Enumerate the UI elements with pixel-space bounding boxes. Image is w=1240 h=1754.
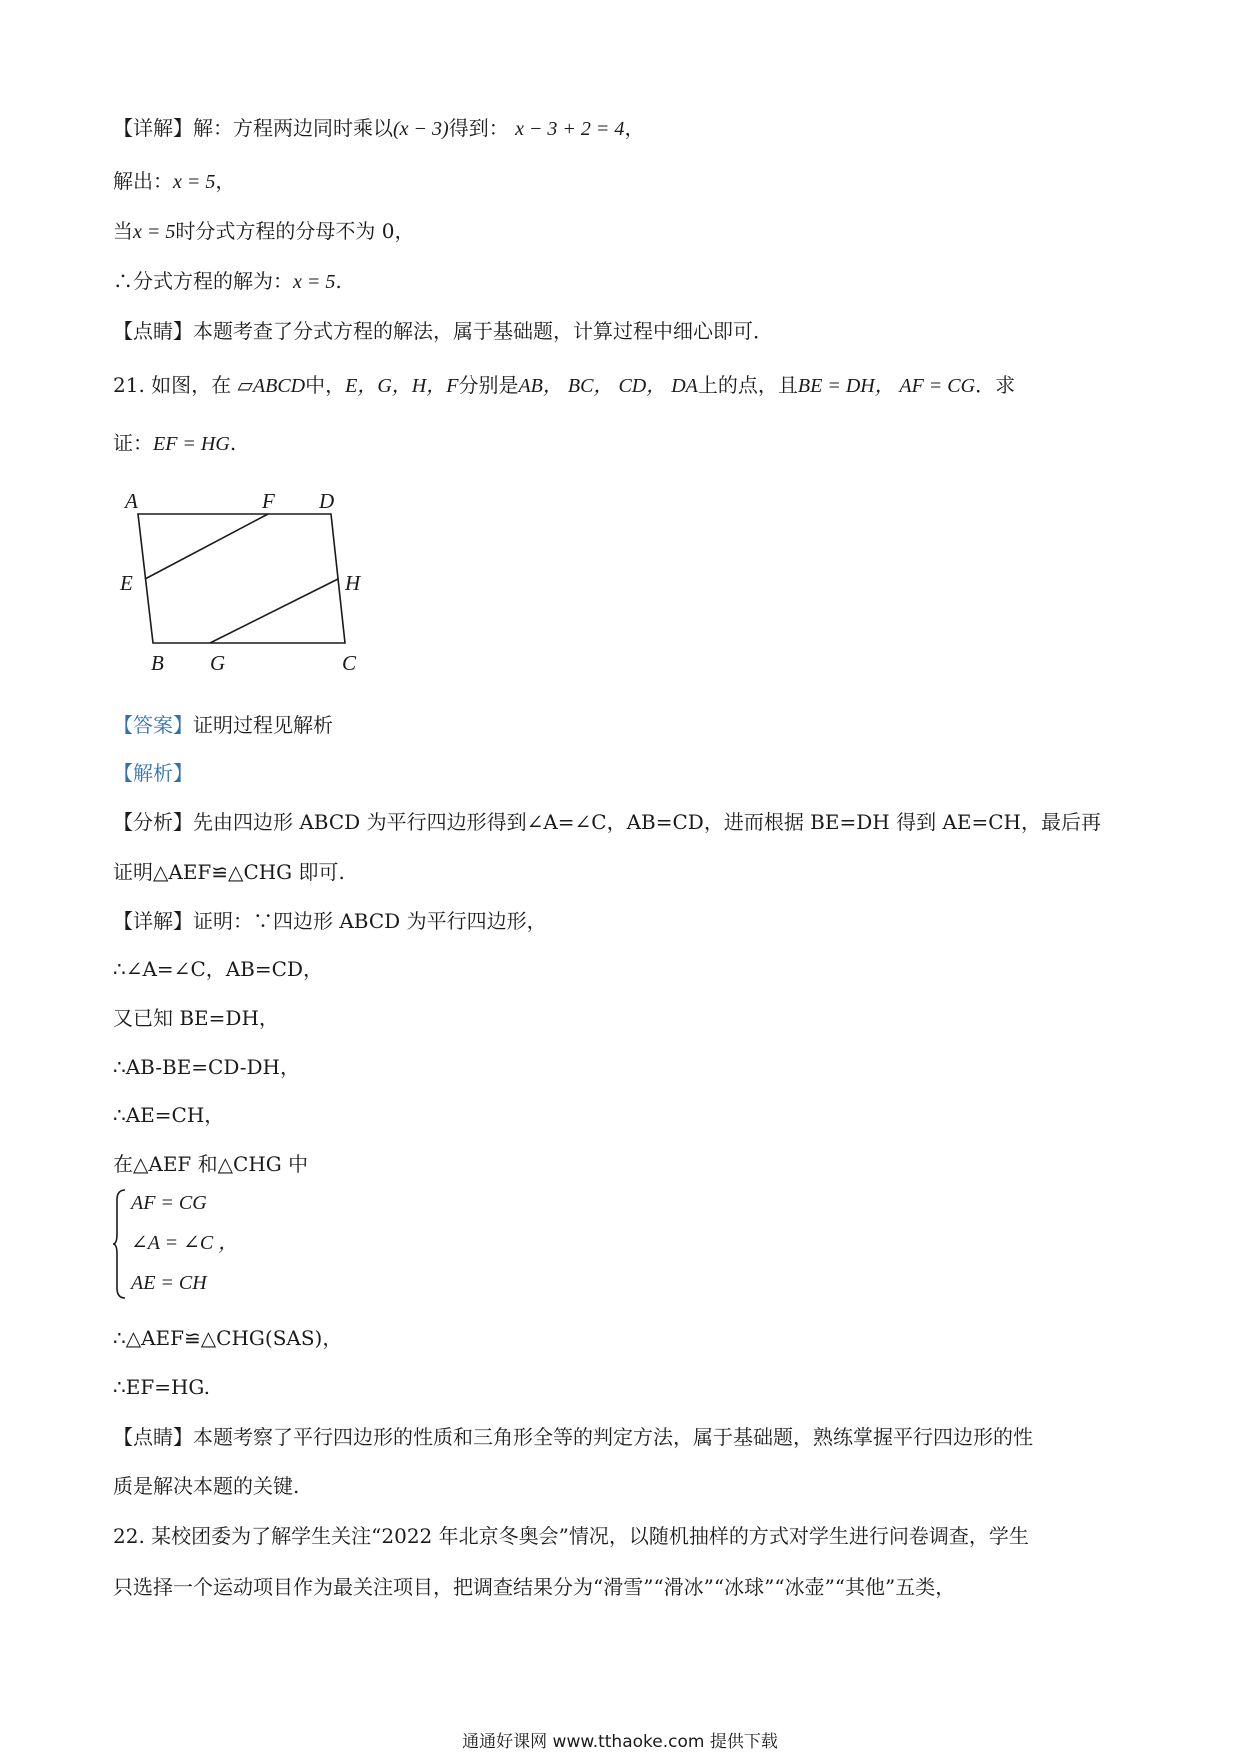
segment-ef: [145, 514, 268, 579]
question-22-line-1: 22. 某校团委为了解学生关注“2022 年北京冬奥会”情况，以随机抽样的方式对学生进行问卷调查，学生: [113, 1524, 1029, 1548]
proof-line-4: ∴AB-BE=CD-DH，: [113, 1055, 300, 1079]
label-h: H: [345, 571, 361, 595]
proof-line-5: ∴AE=CH，: [113, 1103, 225, 1127]
math-expression: x = 5: [173, 171, 216, 193]
proof-line-3: 又已知 BE=DH，: [113, 1006, 279, 1030]
proof-line-6: 在△AEF 和△CHG 中: [113, 1152, 309, 1176]
parallelogram-figure: [113, 478, 373, 678]
text-segment: 上的点，且: [697, 373, 798, 397]
proof-line-8: ∴EF=HG.: [113, 1375, 211, 1399]
parallelogram-abcd: [138, 514, 345, 643]
solution-line-2: [113, 166, 235, 197]
question-22-line-2: 只选择一个运动项目作为最关注项目，把调查结果分为“滑雪”“滑冰”“冰球”“冰壶”“其他”五类，: [113, 1575, 956, 1599]
text-segment: 时分式方程的分母不为 0，: [175, 219, 415, 243]
condition-3: AE = CH: [131, 1272, 207, 1294]
analysis-tag: 【解析】: [113, 761, 193, 785]
text-segment: 分别是: [458, 373, 519, 397]
label-a: A: [125, 489, 138, 513]
label-g: G: [210, 651, 226, 675]
math-expression: x = 5: [293, 271, 336, 293]
math-expression: x − 3 + 2 = 4: [515, 118, 625, 140]
segment-gh: [210, 579, 338, 643]
comment-line-2b: 质是解决本题的关键.: [113, 1474, 300, 1498]
answer-text: 证明过程见解析: [193, 713, 333, 737]
text-segment: ，: [624, 116, 645, 140]
analysis-line-1: 【分析】先由四边形 ABCD 为平行四边形得到∠A=∠C，AB=CD，进而根据 BE=DH 得到 AE=CH，最后再: [113, 810, 1101, 834]
condition-2: ∠A = ∠C ，: [131, 1232, 239, 1254]
label-f: F: [262, 489, 275, 513]
proof-line-1: 【详解】证明：∵四边形 ABCD 为平行四边形，: [113, 909, 547, 933]
math-expression: BE = DH， AF = CG: [797, 375, 976, 397]
proof-line-7: ∴△AEF≌△CHG(SAS)，: [113, 1326, 343, 1350]
answer-line: [113, 710, 333, 740]
congruence-conditions: [113, 1188, 373, 1308]
comment-line-2a: 【点睛】本题考察了平行四边形的性质和三角形全等的判定方法，属于基础题，熟练掌握平行四边形的性: [113, 1425, 1033, 1449]
solution-line-3: [113, 216, 414, 247]
math-expression: AB， BC， CD， DA: [518, 375, 698, 397]
text-segment: .: [335, 269, 342, 293]
text-segment: ∴分式方程的解为：: [113, 269, 293, 293]
page-footer: 通通好课网 www.tthaoke.com 提供下载: [462, 1732, 778, 1752]
solution-line-1: [113, 113, 644, 144]
text-segment: ，: [215, 169, 236, 193]
comment-line: 【点睛】本题考查了分式方程的解法，属于基础题，计算过程中细心即可．: [113, 319, 773, 343]
label-b: B: [151, 651, 164, 675]
text-segment: 21. 如图，在: [113, 373, 232, 397]
label-c: C: [342, 651, 357, 675]
left-brace-icon: [113, 1188, 127, 1300]
analysis-line-2: 证明△AEF≌△CHG 即可.: [113, 860, 345, 884]
answer-tag: 【答案】: [113, 713, 193, 737]
math-expression: (x − 3): [393, 118, 449, 140]
math-expression: EF = HG: [153, 433, 230, 455]
label-d: D: [319, 489, 335, 513]
proof-line-2: ∴∠A=∠C，AB=CD，: [113, 957, 323, 981]
text-segment: 中，: [305, 373, 346, 397]
text-segment: 【详解】解：方程两边同时乘以: [113, 116, 393, 140]
text-segment: 当: [113, 219, 133, 243]
condition-1: AF = CG: [131, 1192, 207, 1214]
text-segment: ．求: [975, 373, 1016, 397]
question-21-line-1: [113, 370, 1015, 401]
label-e: E: [120, 571, 133, 595]
math-expression: E，G，H，F: [345, 375, 459, 397]
text-segment: 解出：: [113, 169, 173, 193]
math-expression: ▱ABCD: [237, 375, 306, 397]
text-segment: 得到：: [448, 116, 509, 140]
solution-line-4: [113, 266, 342, 297]
text-segment: .: [229, 431, 237, 455]
text-segment: 证：: [113, 431, 153, 455]
question-21-line-2: [113, 428, 236, 459]
math-expression: x = 5: [133, 221, 176, 243]
